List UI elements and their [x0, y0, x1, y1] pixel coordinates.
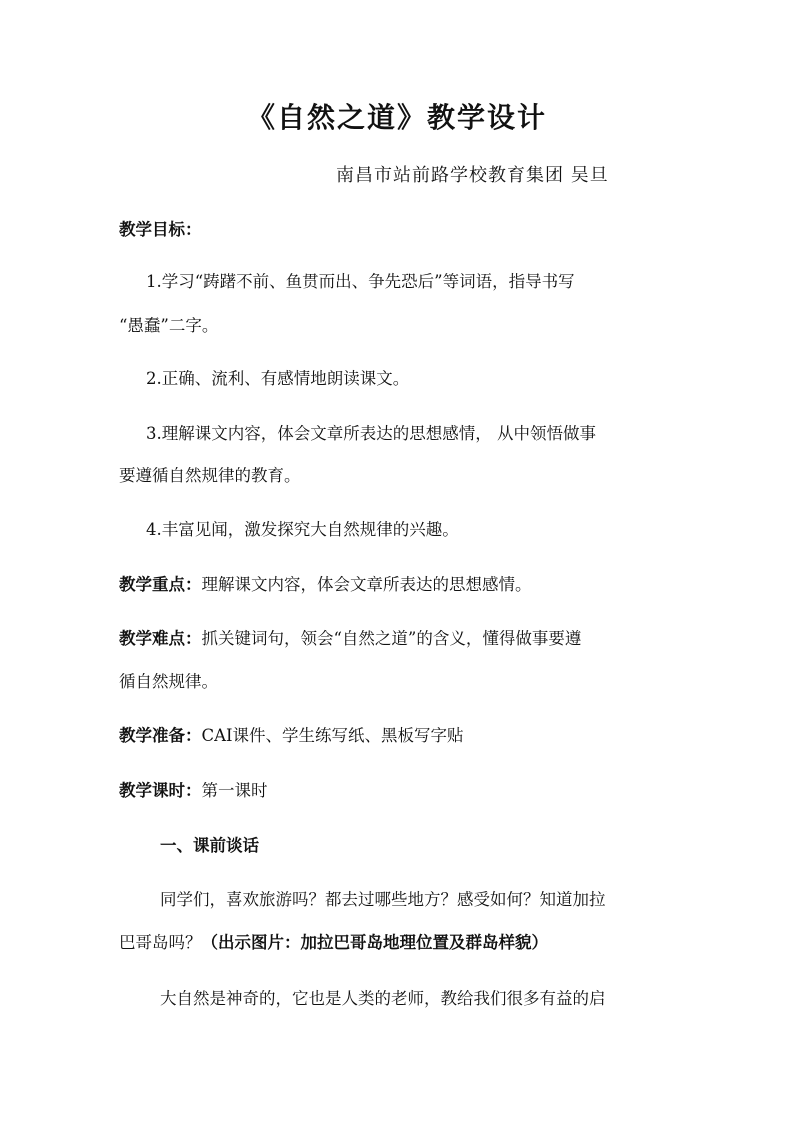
- key-point-label: 教学重点：: [119, 575, 202, 594]
- key-point-row: [119, 573, 532, 597]
- difficulty-text-line-2: 循自然规律。: [119, 672, 218, 691]
- objective-1-line-1: 1.学习“踌躇不前、鱼贯而出、争先恐后”等词语，指导书写: [146, 272, 575, 291]
- author-line: 南昌市站前路学校教育集团 吴旦: [336, 165, 609, 186]
- difficulty-row: [119, 627, 581, 651]
- objective-1-line-2: “愚蠢”二字。: [119, 316, 219, 335]
- preparation-row: [119, 724, 464, 748]
- difficulty-text-line-1: 抓关键词句，领会“自然之道”的含义，懂得做事要遵: [201, 629, 582, 648]
- section-1-heading: 一、课前谈话: [160, 836, 259, 855]
- period-row: [119, 779, 268, 803]
- paragraph-1-line-2: [119, 931, 548, 955]
- period-label: 教学课时：: [119, 781, 202, 800]
- objective-3-line-2: 要遵循自然规律的教育。: [119, 466, 301, 485]
- paragraph-1-line-2-bold: （出示图片：加拉巴哥岛地理位置及群岛样貌）: [201, 933, 548, 952]
- period-text: 第一课时: [201, 781, 268, 800]
- difficulty-label: 教学难点：: [119, 629, 202, 648]
- paragraph-2-line-1: 大自然是神奇的，它也是人类的老师，教给我们很多有益的启: [160, 989, 606, 1008]
- key-point-text: 理解课文内容，体会文章所表达的思想感情。: [201, 575, 532, 594]
- preparation-label: 教学准备：: [119, 726, 202, 745]
- preparation-text: CAI课件、学生练写纸、黑板写字贴: [201, 726, 464, 745]
- document-title: 《自然之道》教学设计: [246, 101, 547, 134]
- objective-3-line-1: 3.理解课文内容，体会文章所表达的思想感情， 从中领悟做事: [146, 424, 596, 443]
- objective-2: 2.正确、流利、有感情地朗读课文。: [146, 369, 410, 388]
- paragraph-1-line-2-plain: 巴哥岛吗？: [119, 933, 202, 952]
- objective-4: 4.丰富见闻，激发探究大自然规律的兴趣。: [146, 520, 459, 539]
- paragraph-1-line-1: 同学们，喜欢旅游吗？都去过哪些地方？感受如何？知道加拉: [160, 890, 606, 909]
- objectives-heading: 教学目标：: [119, 220, 202, 239]
